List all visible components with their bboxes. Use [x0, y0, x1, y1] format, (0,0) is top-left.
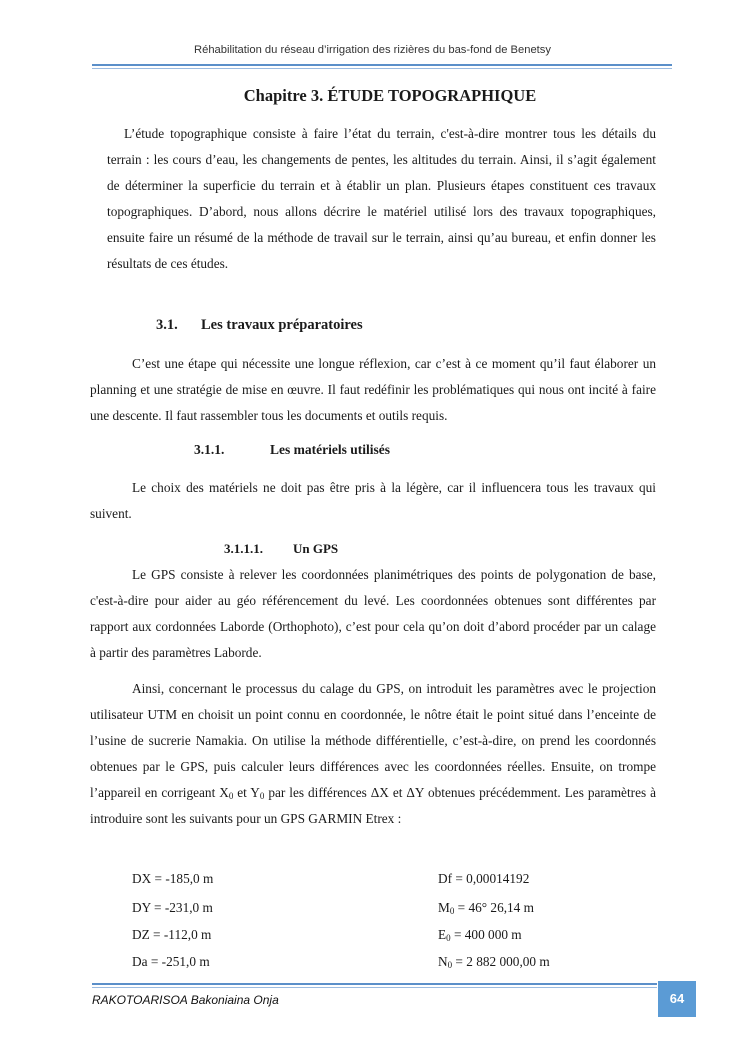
footer-author: RAKOTOARISOA Bakoniaina Onja — [92, 993, 279, 1007]
section-heading-3-1-1-1 — [224, 541, 338, 557]
section-title: Les travaux préparatoires — [201, 317, 363, 333]
param-da: Da = -251,0 m — [132, 954, 210, 969]
intro-paragraph: L’étude topographique consiste à faire l’état du terrain, c'est-à-dire montrer tous les détails du terrain : les cours d’eau, les changements de pentes, les altitudes du terrain. Ainsi, il s’agit également de déterminer la superficie du terrain et à établir un plan. Plusieurs étapes constituent ces travaux topographiques. D’abord, nous allons décrire le matériel utilisé lors des travaux topographiques, ensuite faire un résumé de la méthode de travail sur le terrain, ainsi qu’au bureau, et enfin donner les résultats de ces études. — [107, 126, 656, 271]
subscript: 0 — [446, 933, 451, 943]
text-run: M — [438, 900, 450, 915]
subscript: 0 — [228, 791, 234, 801]
param-dz: DZ = -112,0 m — [132, 927, 212, 942]
param-dx: DX = -185,0 m — [132, 871, 214, 886]
section-number: 3.1.1.1. — [224, 541, 263, 556]
header-rule — [92, 64, 672, 66]
param-m0 — [438, 895, 534, 921]
text-run: Df = 0,00014192 — [438, 871, 530, 886]
footer-rule-thin — [92, 987, 657, 988]
text-run: = 2 882 000,00 m — [452, 954, 550, 969]
text-run: Ainsi, concernant le processus du calage du GPS, on introduit les paramètres avec le projection utilisateur UTM en choisit un point connu en coordonnée, le nôtre était le point situé dans l’enceinte de l’usine de sucrerie Namakia. On utilise la méthode différentielle, c’est-à-dire, on prend les coordonnés obtenues par le GPS, puis calculer leurs différences avec les coordonnées réelles. Ensuite, on trompe l’appareil en corrigeant X — [90, 681, 656, 800]
chapter-title: Chapitre 3. ÉTUDE TOPOGRAPHIQUE — [243, 86, 537, 105]
subscript: 0 — [259, 791, 265, 801]
text-run: et Y — [233, 785, 260, 800]
page-number-badge: 64 — [658, 981, 696, 1017]
param-e0 — [438, 922, 522, 948]
gps-paragraph-1: Le GPS consiste à relever les coordonnées planimétriques des points de polygonation de base, c'est-à-dire pour aider au géo référencement du levé. Les coordonnées obtenues sont différentes par rapport aux cordonnées Laborde (Orthophoto), c’est pour cela qu’on doit d’abord procéder par un calage à partir des paramètres Laborde. — [90, 567, 656, 660]
text-run: par les différences ΔX et ΔY obtenues précédemment. Les paramètres à introduire sont les suivants pour un GPS GARMIN Etrex : — [90, 785, 656, 826]
text-run: = 400 000 m — [450, 927, 522, 942]
section-3-1-1-paragraph: Le choix des matériels ne doit pas être pris à la légère, car il influencera tous les travaux qui suivent. — [90, 480, 656, 521]
gps-paragraph-2 — [90, 676, 656, 832]
section-heading-3-1-1 — [194, 442, 390, 458]
subscript: 0 — [449, 906, 455, 916]
text-run: = 46° 26,14 m — [454, 900, 534, 915]
header-rule-thin — [92, 68, 672, 69]
running-header: Réhabilitation du réseau d’irrigation des rizières du bas-fond de Benetsy — [194, 44, 551, 56]
section-title: Un GPS — [293, 541, 339, 556]
param-n0 — [438, 949, 550, 975]
section-heading-3-1 — [156, 317, 363, 334]
section-title: Les matériels utilisés — [270, 442, 390, 457]
section-number: 3.1.1. — [194, 442, 225, 457]
param-df — [438, 866, 529, 892]
text-run: N — [438, 954, 448, 969]
footer-rule — [92, 983, 657, 985]
param-dy: DY = -231,0 m — [132, 900, 213, 915]
section-number: 3.1. — [156, 317, 178, 333]
text-run: E — [438, 927, 447, 942]
section-3-1-paragraph: C’est une étape qui nécessite une longue réflexion, car c’est à ce moment qu’il faut élaborer un planning et une stratégie de mise en œuvre. Il faut redéfinir les problématiques qui nous ont incité à faire une descente. Il faut rassembler tous les documents et outils requis. — [90, 356, 656, 423]
subscript: 0 — [447, 960, 453, 970]
